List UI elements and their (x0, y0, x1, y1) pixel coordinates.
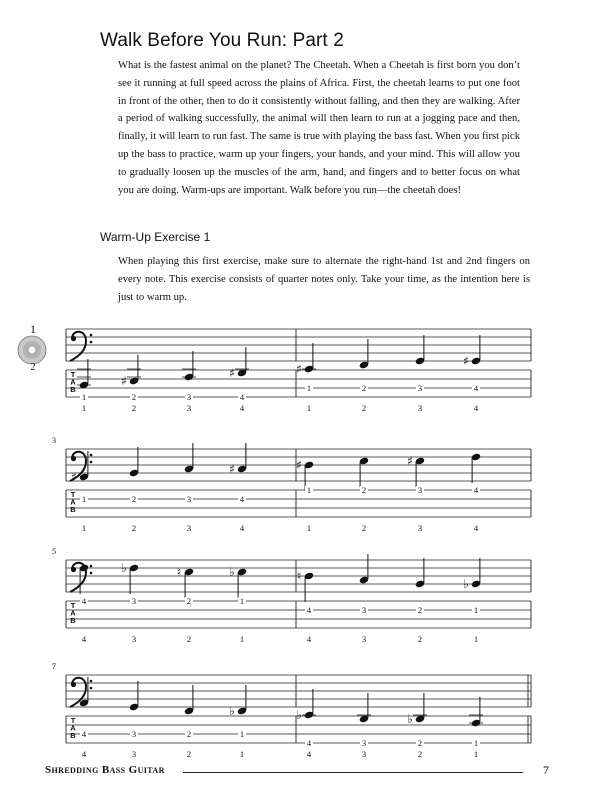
measure-number: 7 (52, 662, 56, 671)
tab-fret-number: 2 (186, 729, 192, 739)
tab-clef-letter: A (70, 377, 76, 387)
tab-clef-letter: B (70, 616, 76, 625)
fingering-number: 4 (473, 523, 479, 533)
system-2 (66, 443, 531, 517)
bass-clef (70, 332, 86, 361)
fingering-number: 1 (306, 403, 312, 413)
fingering-number: 4 (81, 634, 87, 644)
tab-fret-number: 4 (239, 494, 245, 504)
fingering-number: 3 (131, 749, 137, 759)
tab-fret-number: 4 (473, 383, 479, 393)
accidental: ♯ (71, 470, 77, 484)
measure-number: 5 (52, 547, 56, 556)
tab-clef-letter: T (70, 716, 76, 725)
accidental: ♯ (296, 362, 302, 376)
fingering-number: 4 (306, 749, 312, 759)
tab-clef-letter: A (70, 608, 76, 618)
tab-fret-number: 4 (473, 485, 479, 495)
fingering-number: 2 (186, 634, 192, 644)
bass-clef-dot (90, 680, 93, 683)
accidental: ♯ (407, 454, 413, 468)
tab-fret-number: 2 (186, 596, 192, 606)
tab-fret-number: 4 (81, 729, 87, 739)
bass-clef-dot (90, 572, 93, 575)
accidental: ♮ (176, 565, 182, 579)
accidental: ♯ (121, 374, 127, 388)
accidental: ♭ (296, 708, 302, 722)
intro-paragraph: What is the fastest animal on the planet? The Cheetah. When a Cheetah is first born you don’t see it running at full speed across the plains of Africa. First, the cheetah learns to put one foot in front of the other, then to do it consistently without falling, and then they are walking. After a period of walking successfully, the animal will then learn to run at a jogging pace and then, finally, it will learn to run fast. The same is true with playing the bass fast. When you first pick up the bass to practice, warm up your fingers, your hands, and your mind. This will allow you to gradually loosen up the muscles of the arm, hand, and fingers and to better focus on what you are doing. Warm-ups are important. Walk before you run—the cheetah does! (118, 60, 520, 196)
fingering-number: 1 (473, 749, 479, 759)
tab-clef-letter: A (70, 723, 76, 733)
fingering-number: 3 (131, 634, 137, 644)
tab-fret-number: 3 (361, 738, 367, 748)
accidental: ♭ (407, 712, 413, 726)
tab-fret-number: 1 (473, 738, 479, 748)
accidental: ♭ (121, 561, 127, 575)
cd-track-number: 1 (30, 322, 36, 336)
exercise-heading: Warm-Up Exercise 1 (100, 230, 211, 244)
tab-fret-number: 1 (239, 729, 245, 739)
fingering-number: 2 (131, 523, 137, 533)
fingering-number: 3 (186, 523, 192, 533)
tab-fret-number: 2 (361, 383, 367, 393)
bass-clef-dot (90, 341, 93, 344)
tab-fret-number: 3 (417, 383, 423, 393)
tab-fret-number: 1 (473, 605, 479, 615)
tab-fret-number: 1 (306, 485, 312, 495)
fingering-number: 1 (473, 634, 479, 644)
bass-clef-dot (90, 565, 93, 568)
accidental: ♯ (463, 354, 469, 368)
bass-clef-dot (71, 567, 76, 572)
tab-fret-number: 2 (417, 738, 423, 748)
tab-fret-number: 4 (306, 738, 312, 748)
fingering-number: 1 (239, 749, 245, 759)
tab-clef-letter: A (70, 497, 76, 507)
tab-fret-number: 4 (81, 596, 87, 606)
tab-fret-number: 3 (417, 485, 423, 495)
footer-book-title: Shredding Bass Guitar (45, 764, 165, 776)
cd-icon-hole (28, 346, 36, 354)
bass-clef-dot (71, 456, 76, 461)
fingering-number: 4 (239, 403, 245, 413)
tab-fret-number: 1 (81, 494, 87, 504)
tab-fret-number: 4 (306, 605, 312, 615)
accidental: ♯ (296, 458, 302, 472)
fingering-number: 3 (417, 403, 423, 413)
tab-clef-letter: B (70, 731, 76, 740)
tab-fret-number: 3 (186, 392, 192, 402)
fingering-number: 1 (81, 523, 87, 533)
system-3 (66, 554, 531, 628)
fingering-number: 3 (361, 634, 367, 644)
tab-fret-number: 3 (186, 494, 192, 504)
fingering-number: 2 (417, 634, 423, 644)
tab-fret-number: 1 (306, 383, 312, 393)
fingering-number: 4 (306, 634, 312, 644)
tab-fret-number: 1 (239, 596, 245, 606)
accidental: ♭ (229, 704, 235, 718)
tab-fret-number: 3 (361, 605, 367, 615)
fingering-number: 4 (239, 523, 245, 533)
bass-clef-dot (90, 334, 93, 337)
tab-clef-letter: T (70, 490, 76, 499)
tab-clef-letter: T (70, 601, 76, 610)
tab-fret-number: 2 (131, 392, 137, 402)
tab-fret-number: 2 (361, 485, 367, 495)
measure-number: 3 (52, 436, 56, 445)
tab-fret-number: 3 (131, 729, 137, 739)
fingering-number: 2 (131, 403, 137, 413)
accidental: ♯ (229, 366, 235, 380)
fingering-number: 1 (306, 523, 312, 533)
tab-fret-number: 2 (417, 605, 423, 615)
accidental: ♯ (229, 462, 235, 476)
fingering-number: 2 (361, 523, 367, 533)
page-title: Walk Before You Run: Part 2 (100, 30, 344, 51)
fingering-number: 2 (361, 403, 367, 413)
fingering-number: 4 (473, 403, 479, 413)
tab-clef-letter: B (70, 505, 76, 514)
bass-clef-dot (90, 687, 93, 690)
fingering-number: 1 (81, 403, 87, 413)
tab-clef-letter: B (70, 385, 76, 394)
tab-fret-number: 3 (131, 596, 137, 606)
exercise-description: When playing this first exercise, make sure to alternate the right-hand 1st and 2nd fingers on every note. This exercise consists of quarter notes only. Take your time, as the intention here is just to warm up. (118, 256, 530, 303)
bass-clef-dot (90, 461, 93, 464)
tab-fret-number: 2 (131, 494, 137, 504)
accidental: ♮ (296, 569, 302, 583)
tab-fret-number: 1 (81, 392, 87, 402)
bass-clef-dot (90, 454, 93, 457)
accidental: ♭ (229, 565, 235, 579)
page-number: 7 (543, 763, 549, 777)
fingering-number: 3 (186, 403, 192, 413)
accidental: ♭ (463, 577, 469, 591)
fingering-number: 1 (239, 634, 245, 644)
tab-clef-letter: T (70, 370, 76, 379)
fingering-number: 2 (417, 749, 423, 759)
bass-clef-dot (71, 336, 76, 341)
fingering-number: 2 (186, 749, 192, 759)
footer-rule (183, 772, 523, 773)
bass-clef-dot (71, 682, 76, 687)
cd-track-number: 2 (30, 362, 36, 373)
fingering-number: 3 (417, 523, 423, 533)
fingering-number: 4 (81, 749, 87, 759)
fingering-number: 3 (361, 749, 367, 759)
tab-fret-number: 4 (239, 392, 245, 402)
